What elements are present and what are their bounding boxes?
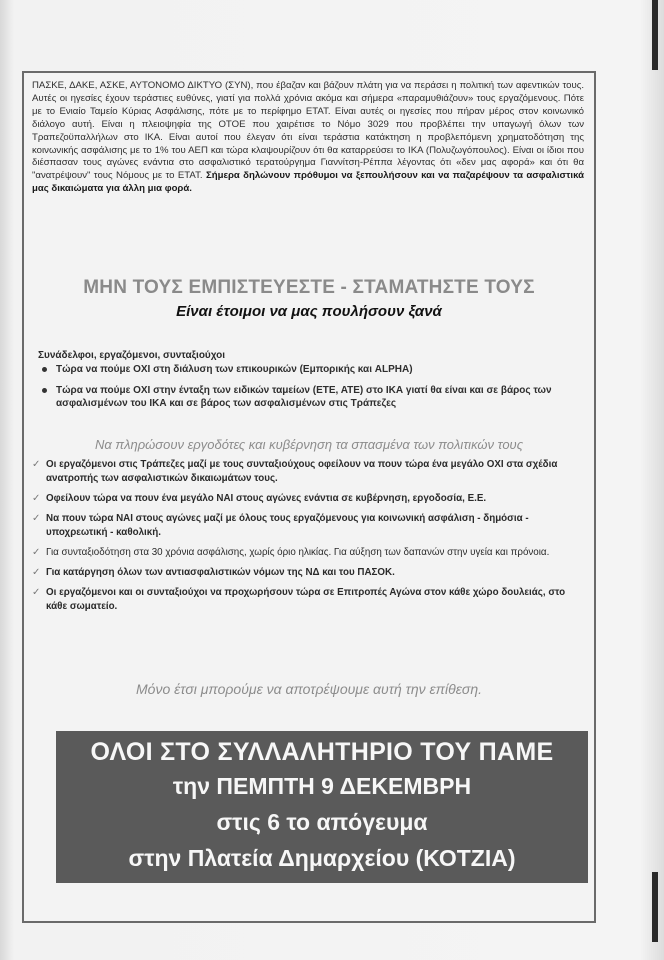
bullet-icon xyxy=(42,388,47,393)
banner-line: ΟΛΟΙ ΣΤΟ ΣΥΛΛΑΛΗΤΗΡΙΟ ΤΟΥ ΠΑΜΕ xyxy=(90,738,554,766)
payers-heading: Να πληρώσουν εργοδότες και κυβέρνηση τα σπασμένα των πολιτικών τους xyxy=(94,437,524,452)
list-item-text: Οφείλουν τώρα να πουν ένα μεγάλο ΝΑΙ στους αγώνες ενάντια σε κυβέρνηση, εργοδοσία, Ε.Ε. xyxy=(46,493,487,504)
list-item xyxy=(32,512,584,540)
checkmark-icon: ✓ xyxy=(32,493,41,504)
checkmark-icon: ✓ xyxy=(32,547,41,558)
list-item xyxy=(32,566,584,580)
list-item-text: Τώρα να πούμε ΟΧΙ στη διάλυση των επικουρικών (Εμπορικής και ALPHA) xyxy=(56,364,413,375)
subheadline: Είναι έτοιμοι να μας πουλήσουν ξανά xyxy=(176,303,442,320)
list-item-text: Να πουν τώρα ΝΑΙ στους αγώνες μαζί με όλους τους εργαζόμενους για κοινωνική ασφάλιση - δημόσια - υποχρεωτική - καθολική. xyxy=(46,513,529,538)
bullet-icon xyxy=(42,367,47,372)
banner-line: στην Πλατεία Δημαρχείου (ΚΟΤΖΙΑ) xyxy=(128,845,516,871)
list-item xyxy=(38,384,584,411)
checkmark-icon: ✓ xyxy=(32,567,41,578)
intro-text: ΠΑΣΚΕ, ΔΑΚΕ, ΑΣΚΕ, ΑΥΤΟΝΟΜΟ ΔΙΚΤΥΟ (ΣΥΝ), που έβαζαν και βάζουν πλάτη για να περάσει η πολιτική των αφεντικών τους. Αυτές οι ηγεσίες έχουν τεράστιες ευθύνες, γιατί για πολλά χρόνια ακόμα και σήμερα «παραμυθιάζουν» τους εργαζόμενους. Πότε με το Ενιαίο Ταμείο Κύριας Ασφάλισης, πότε με το περίφημο ΕΤΑΤ. Είναι αυτές οι ηγεσίες που πήραν μέρος στον κοινωνικό διάλογο αυτή. Είναι η πλειοψηφία της ΟΤΟΕ που χαιρέτισε το Νόμο 3029 που προβλέπει την υπαγωγή όλων των Τραπεζοϋπαλλήλων στο ΙΚΑ. Είναι αυτοί που έλεγαν ότι είναι τεράστια κατάκτηση η προβλεπόμενη χρηματοδότηση της κοινωνικής ασφάλισης με το 1% του ΑΕΠ και τώρα κλαψουρίζουν ότι θα καταρρεύσει το ΙΚΑ (Πολυζωγόπουλος). Είναι οι ίδιοι που διέσπασαν τους αγώνες ενάντια στο ασφαλιστικό τερατούργημα Γιαννίτση-Ρέππα λέγοντας ότι «δεν μας αφορά» και ότι θα "ανατρέψουν" τους Νόμους με το ΕΤΑΤ. xyxy=(32,80,584,182)
page-edge-mark xyxy=(652,872,658,942)
list-item xyxy=(32,546,584,560)
closing-line: Μόνο έτσι μπορούμε να αποτρέψουμε αυτή την επίθεση. xyxy=(136,681,482,697)
list-item-text: Οι εργαζόμενοι και οι συνταξιούχοι να προχωρήσουν τώρα σε Επιτροπές Αγώνα στον κάθε χώρο δουλειάς, στο κάθε σωματείο. xyxy=(46,587,566,612)
checkmark-icon: ✓ xyxy=(32,459,41,470)
checkmark-icon: ✓ xyxy=(32,587,41,598)
headline: ΜΗΝ ΤΟΥΣ ΕΜΠΙΣΤΕΥΕΣΤΕ - ΣΤΑΜΑΤΗΣΤΕ ΤΟΥΣ xyxy=(83,277,535,298)
checkmark-icon: ✓ xyxy=(32,513,41,524)
list-item-text: Για συνταξιοδότηση στα 30 χρόνια ασφάλισης, χωρίς όριο ηλικίας. Για αύξηση των δαπανών στην υγεία και πρόνοια. xyxy=(46,547,550,558)
list-item xyxy=(38,363,584,377)
list-item xyxy=(32,458,584,486)
rally-banner xyxy=(56,731,588,883)
list-item-text: Οι εργαζόμενοι στις Τράπεζες μαζί με τους συνταξιούχους οφείλουν να πουν τώρα ένα μεγάλο ΟΧΙ στα σχέδια ανατροπής των ασφαλιστικών δικαιωμάτων τους. xyxy=(46,459,558,484)
banner-line: στις 6 το απόγευμα xyxy=(216,809,428,835)
intro-paragraph xyxy=(32,80,584,196)
list-item xyxy=(32,586,584,614)
intro-text-bold: Σήμερα δηλώνουν πρόθυμοι να ξεπουλήσουν και να παζαρέψουν τα ασφαλιστικά μας δικαιώματα για άλλη μια φορά. xyxy=(32,170,584,195)
calls-list xyxy=(32,458,584,620)
list-item xyxy=(32,492,584,506)
greeting: Συνάδελφοι, εργαζόμενοι, συνταξιούχοι xyxy=(38,350,226,361)
page-edge-mark xyxy=(652,0,658,70)
demands-list xyxy=(38,363,584,418)
list-item-text: Για κατάργηση όλων των αντιασφαλιστικών νόμων της ΝΔ και του ΠΑΣΟΚ. xyxy=(46,567,395,578)
banner-line: την ΠΕΜΠΤΗ 9 ΔΕΚΕΜΒΡΗ xyxy=(172,773,472,799)
list-item-text: Τώρα να πούμε ΟΧΙ στην ένταξη των ειδικών ταμείων (ΕΤΕ, ΑΤΕ) στο ΙΚΑ γιατί θα είναι και σε βάρος των ασφαλισμένων του ΙΚΑ και σε βάρος των ασφαλισμένων στις Τράπεζες xyxy=(56,384,552,409)
